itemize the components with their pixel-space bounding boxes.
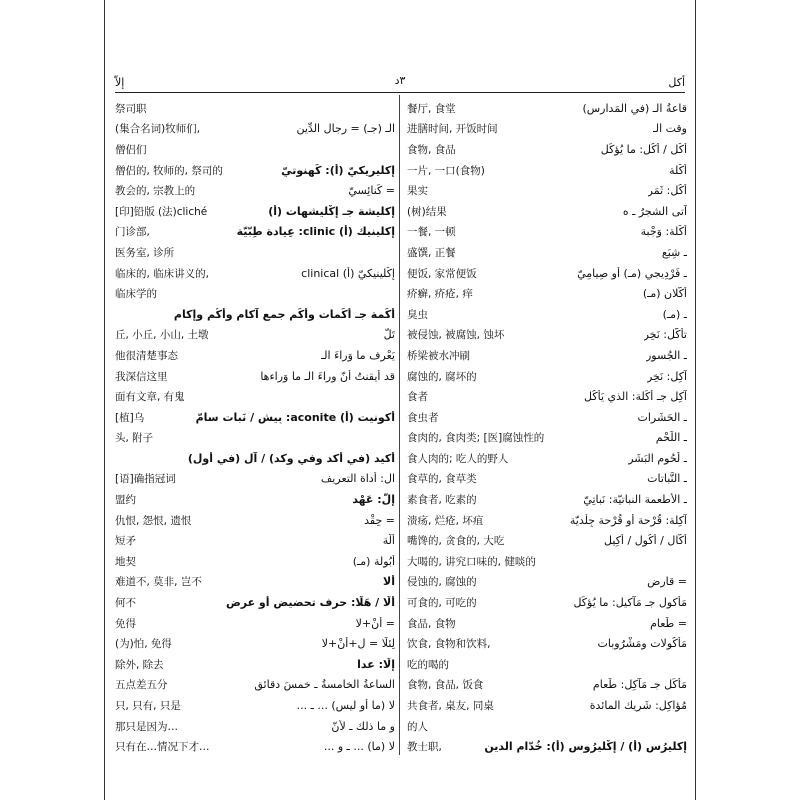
chinese-definition: 那只是因为… bbox=[115, 720, 178, 733]
chinese-definition: [语]确指冠词 bbox=[115, 473, 176, 486]
dictionary-entry bbox=[115, 201, 395, 222]
arabic-term: مَأْكول جـ مَآكيل: ما يُؤكَل bbox=[573, 596, 687, 610]
chinese-definition: (为)怕, 免得 bbox=[115, 638, 172, 651]
dictionary-entry bbox=[407, 283, 687, 304]
dictionary-entry bbox=[115, 160, 395, 181]
chinese-definition: 一片, 一口(食物) bbox=[407, 164, 485, 177]
dictionary-entry bbox=[115, 654, 395, 675]
chinese-definition: 面有文章, 有鬼 bbox=[115, 391, 185, 404]
dictionary-entry bbox=[115, 304, 395, 325]
arabic-term: = طَعام bbox=[650, 616, 687, 630]
dictionary-entry bbox=[407, 572, 687, 593]
chinese-definition: 地契 bbox=[115, 555, 136, 568]
chinese-definition: 门诊部, bbox=[115, 226, 150, 239]
chinese-definition: 临床的, 临床讲义的, bbox=[115, 267, 210, 280]
arabic-term: ـ الأطعمة النباتيّة: نَباتِيّ bbox=[583, 493, 687, 507]
arabic-term: مَأْكُولات ومَشْرُوبات bbox=[597, 637, 687, 651]
dictionary-entry bbox=[115, 345, 395, 366]
right-guide-word: أكل bbox=[668, 76, 685, 89]
dictionary-entry bbox=[407, 510, 687, 531]
dictionary-page bbox=[104, 0, 696, 800]
dictionary-entry bbox=[407, 366, 687, 387]
right-column bbox=[407, 98, 687, 757]
arabic-term: = كَنائِسيّ bbox=[348, 184, 395, 198]
left-column bbox=[115, 98, 395, 757]
chinese-definition: 饮食, 食物和饮料, bbox=[407, 638, 491, 651]
arabic-term: مَأْكَل جـ مَآكِل: طَعام bbox=[592, 678, 687, 692]
arabic-term: تأكَّل: نَخِر bbox=[643, 328, 687, 342]
arabic-term: الـ (جـ) = رجال الدِّين bbox=[296, 122, 395, 136]
chinese-definition: 食品, 食物 bbox=[407, 617, 456, 630]
arabic-term: وقت الـ bbox=[652, 122, 687, 136]
chinese-definition: 食物, 食品, 饭食 bbox=[407, 679, 484, 692]
arabic-term: إكليرُس (أ) / إكْليرُوس (أ): خُدّام الدين bbox=[484, 740, 687, 754]
chinese-definition: 仇恨, 怨恨, 遗恨 bbox=[115, 514, 192, 527]
arabic-term: أُكْل / أُكُل: ما يُؤكَل bbox=[600, 142, 687, 156]
arabic-term: آكِل: نَخِر bbox=[646, 369, 687, 383]
dictionary-entry bbox=[407, 325, 687, 346]
dictionary-entry bbox=[407, 613, 687, 634]
chinese-definition: 食肉的, 食肉类; [医]腐蚀性的 bbox=[407, 432, 545, 445]
chinese-definition: [印]铅版 (法)cliché bbox=[115, 205, 208, 218]
dictionary-entry bbox=[407, 633, 687, 654]
chinese-definition: 盟约 bbox=[115, 494, 136, 507]
chinese-definition: 臭虫 bbox=[407, 308, 428, 321]
arabic-term: إلّ: عَهْد bbox=[352, 493, 395, 507]
chinese-definition: 短矛 bbox=[115, 535, 136, 548]
chinese-definition: 教会的, 宗教上的 bbox=[115, 185, 196, 198]
chinese-definition: 丘, 小丘, 小山, 土墩 bbox=[115, 329, 209, 342]
arabic-term: إكْلينيكيّ (أ) clinical bbox=[301, 266, 395, 280]
dictionary-entry bbox=[115, 448, 395, 469]
dictionary-entry bbox=[115, 633, 395, 654]
dictionary-entry bbox=[407, 428, 687, 449]
arabic-term: أكيد (في أكد وفي وكد) / آل (في أول) bbox=[187, 451, 395, 465]
chinese-definition: (树)结果 bbox=[407, 205, 447, 218]
chinese-definition: [植]乌 bbox=[115, 411, 145, 424]
chinese-definition: 医务室, 诊所 bbox=[115, 246, 175, 259]
arabic-term: = حِقْد bbox=[364, 513, 395, 527]
dictionary-entry bbox=[115, 530, 395, 551]
dictionary-entry bbox=[115, 139, 395, 160]
dictionary-entry bbox=[407, 675, 687, 696]
dictionary-entry bbox=[407, 448, 687, 469]
dictionary-entry bbox=[115, 510, 395, 531]
arabic-term: أُكُل: ثَمَر bbox=[647, 184, 687, 198]
arabic-term: إلّا: عدا bbox=[357, 657, 395, 671]
dictionary-entry bbox=[115, 551, 395, 572]
chinese-definition: 食草的, 食草类 bbox=[407, 473, 477, 486]
chinese-definition: 便饭, 家常便饭 bbox=[407, 267, 477, 280]
dictionary-entry bbox=[407, 222, 687, 243]
dictionary-entry bbox=[115, 572, 395, 593]
dictionary-entry bbox=[407, 160, 687, 181]
dictionary-entry bbox=[407, 201, 687, 222]
arabic-term: الساعةُ الخامسةُ ـ خمسَ دقائق bbox=[254, 678, 395, 692]
dictionary-entry bbox=[407, 386, 687, 407]
arabic-term: ـ الحَشَرات bbox=[637, 410, 687, 424]
arabic-term: أكونيت (أ) aconite: بِيش / نَبات سامّ bbox=[195, 410, 395, 424]
column-divider bbox=[399, 95, 400, 755]
chinese-definition: 我深信这里 bbox=[115, 370, 168, 383]
chinese-definition: 腐蚀的, 腐坏的 bbox=[407, 370, 477, 383]
chinese-definition: 桥梁被水冲刷 bbox=[407, 349, 470, 362]
dictionary-entry bbox=[407, 469, 687, 490]
chinese-definition: 共食者, 桌友, 同桌 bbox=[407, 700, 494, 713]
dictionary-entry bbox=[407, 304, 687, 325]
dictionary-entry bbox=[115, 283, 395, 304]
dictionary-entry bbox=[407, 407, 687, 428]
chinese-definition: 一餐, 一顿 bbox=[407, 226, 456, 239]
chinese-definition: 盛馔, 正餐 bbox=[407, 246, 456, 259]
arabic-term: تَلّ bbox=[383, 328, 395, 342]
dictionary-entry bbox=[407, 98, 687, 119]
chinese-definition: 嘴馋的, 贪食的, 大吃 bbox=[407, 535, 505, 548]
arabic-term: ـ (مـ) bbox=[662, 307, 687, 321]
chinese-definition: 的人 bbox=[407, 720, 428, 733]
arabic-term: ال: أداة التعريف bbox=[320, 472, 395, 486]
chinese-definition: 食物, 食品 bbox=[407, 143, 456, 156]
dictionary-entry bbox=[115, 428, 395, 449]
dictionary-entry bbox=[407, 530, 687, 551]
dictionary-entry bbox=[407, 242, 687, 263]
chinese-definition: 难道不, 莫非, 岂不 bbox=[115, 576, 202, 589]
arabic-term: قاعةُ الـ (في المَدارس) bbox=[582, 101, 687, 115]
dictionary-entry bbox=[115, 222, 395, 243]
chinese-definition: 进膳时间, 开饭时间 bbox=[407, 123, 498, 136]
chinese-definition: 只, 只有, 只是 bbox=[115, 700, 181, 713]
arabic-term: ـ اللَّحْم bbox=[655, 431, 687, 445]
dictionary-entry bbox=[407, 551, 687, 572]
dictionary-entry bbox=[407, 489, 687, 510]
arabic-term: ـ فَرْدِيجي (مـ) أو صِيامِيّ bbox=[577, 266, 687, 280]
dictionary-entry bbox=[115, 242, 395, 263]
arabic-term: ألا bbox=[383, 575, 395, 589]
chinese-definition: 除外, 除去 bbox=[115, 658, 164, 671]
dictionary-entry bbox=[115, 613, 395, 634]
chinese-definition: 僧侣们 bbox=[115, 143, 147, 156]
dictionary-entry bbox=[115, 592, 395, 613]
chinese-definition: 素食者, 吃素的 bbox=[407, 494, 477, 507]
arabic-term: أُكْلة bbox=[669, 163, 687, 177]
arabic-term: يَعْرِف ما وَراءَ الـ bbox=[320, 348, 395, 362]
dictionary-entry bbox=[115, 736, 395, 757]
arabic-term: ـ شِبَع bbox=[661, 245, 687, 259]
dictionary-entry bbox=[115, 716, 395, 737]
chinese-definition: 食者 bbox=[407, 391, 428, 404]
arabic-term: إكليشة جـ إكْليشهات (أ) bbox=[268, 204, 395, 218]
dictionary-entry bbox=[407, 695, 687, 716]
chinese-definition: 免得 bbox=[115, 617, 136, 630]
arabic-term: أكَمة جـ أكَمات وأكَم جمع آكام وأُكُم وإكام bbox=[173, 307, 395, 321]
arabic-term: ألّا / هَلّا: حرف تحضيض أو عرض bbox=[225, 596, 395, 610]
chinese-definition: 教士职, bbox=[407, 741, 442, 754]
chinese-definition: 果实 bbox=[407, 185, 428, 198]
chinese-definition: 被侵蚀, 被腐蚀, 蚀坏 bbox=[407, 329, 505, 342]
chinese-definition: 僧侣的, 牧师的, 祭司的 bbox=[115, 164, 223, 177]
dictionary-entry bbox=[407, 345, 687, 366]
chinese-definition: 侵蚀的, 腐蚀的 bbox=[407, 576, 477, 589]
chinese-definition: 只有在…情况下才… bbox=[115, 741, 210, 754]
arabic-term: أَكّال / أَكُول / أَكِيل bbox=[604, 534, 687, 548]
arabic-term: ـ النَّباتات bbox=[647, 472, 687, 486]
dictionary-entry bbox=[115, 386, 395, 407]
arabic-term: لا (ما أو ليس) ... ـ ... bbox=[296, 699, 395, 713]
dictionary-entry bbox=[115, 675, 395, 696]
dictionary-entry bbox=[115, 325, 395, 346]
chinese-definition: 吃的喝的 bbox=[407, 658, 449, 671]
arabic-term: أَبُولة (مـ) bbox=[352, 554, 395, 568]
dictionary-entry bbox=[115, 180, 395, 201]
left-guide-word: إلاّ bbox=[115, 76, 125, 89]
dictionary-entry bbox=[115, 119, 395, 140]
chinese-definition: 食虫者 bbox=[407, 411, 439, 424]
arabic-term: آكِل جـ أكَلة: الذي يَأكُل bbox=[584, 390, 687, 404]
dictionary-entry bbox=[407, 654, 687, 675]
dictionary-entry bbox=[407, 139, 687, 160]
chinese-definition: 五点差五分 bbox=[115, 679, 168, 692]
arabic-term: أَكْلة: وَجْبة bbox=[640, 225, 687, 239]
arabic-term: و ما ذلك ـ لأنّ bbox=[331, 719, 395, 733]
dictionary-entry bbox=[115, 98, 395, 119]
chinese-definition: 他很清楚事态 bbox=[115, 349, 178, 362]
chinese-definition: 祭司职 bbox=[115, 102, 147, 115]
dictionary-entry bbox=[115, 695, 395, 716]
arabic-term: = قارِض bbox=[647, 575, 687, 589]
dictionary-entry bbox=[407, 263, 687, 284]
arabic-term: ـ الجُسور bbox=[645, 348, 687, 362]
dictionary-entry bbox=[407, 180, 687, 201]
chinese-definition: (集合名词)牧师们, bbox=[115, 123, 201, 136]
page-number: ٣د bbox=[394, 74, 406, 87]
dictionary-entry bbox=[407, 716, 687, 737]
chinese-definition: 疥癣, 疥疮, 痒 bbox=[407, 288, 473, 301]
arabic-term: لا (ما) ... ـ و ... bbox=[323, 740, 395, 754]
arabic-term: = أنْ+لا bbox=[355, 616, 395, 630]
chinese-definition: 食人肉的; 吃人的野人 bbox=[407, 452, 509, 465]
arabic-term: لِئلّا = لِ+أنْ+لا bbox=[321, 637, 395, 651]
dictionary-entry bbox=[115, 469, 395, 490]
dictionary-entry bbox=[115, 407, 395, 428]
dictionary-entry bbox=[407, 592, 687, 613]
chinese-definition: 可食的, 可吃的 bbox=[407, 597, 477, 610]
chinese-definition: 大喝的, 讲究口味的, 健啖的 bbox=[407, 555, 536, 568]
arabic-term: إكلينيك (أ) clinic: عِيادة طِبّيّة bbox=[236, 225, 395, 239]
header-rule bbox=[115, 92, 685, 93]
chinese-definition: 头, 附子 bbox=[115, 432, 154, 445]
chinese-definition: 临床学的 bbox=[115, 288, 157, 301]
dictionary-entry bbox=[115, 489, 395, 510]
chinese-definition: 溃疡, 烂疮, 坏疽 bbox=[407, 514, 484, 527]
arabic-term: أَلَّة bbox=[382, 534, 395, 548]
arabic-term: مُؤاكِل: شَرِيك المائدة bbox=[589, 699, 687, 713]
arabic-term: آكِلة: قُرْحة أو قُرْحة جِلْديّة bbox=[569, 513, 687, 527]
arabic-term: أُكَّلان (مـ) bbox=[642, 287, 687, 301]
chinese-definition: 餐厅, 食堂 bbox=[407, 102, 456, 115]
dictionary-entry bbox=[407, 736, 687, 757]
dictionary-entry bbox=[115, 366, 395, 387]
arabic-term: ـ لُحُوم البَشَر bbox=[628, 451, 687, 465]
arabic-term: إكليريكيّ (أ): كَهنوتيّ bbox=[281, 163, 395, 177]
dictionary-entry bbox=[407, 119, 687, 140]
dictionary-entry bbox=[115, 263, 395, 284]
chinese-definition: 何不 bbox=[115, 597, 136, 610]
arabic-term: آتى الشجرُ ـ ه bbox=[622, 204, 687, 218]
arabic-term: قد أيقنتُ أنّ وراءَ الـ ما وَراءها bbox=[260, 369, 395, 383]
